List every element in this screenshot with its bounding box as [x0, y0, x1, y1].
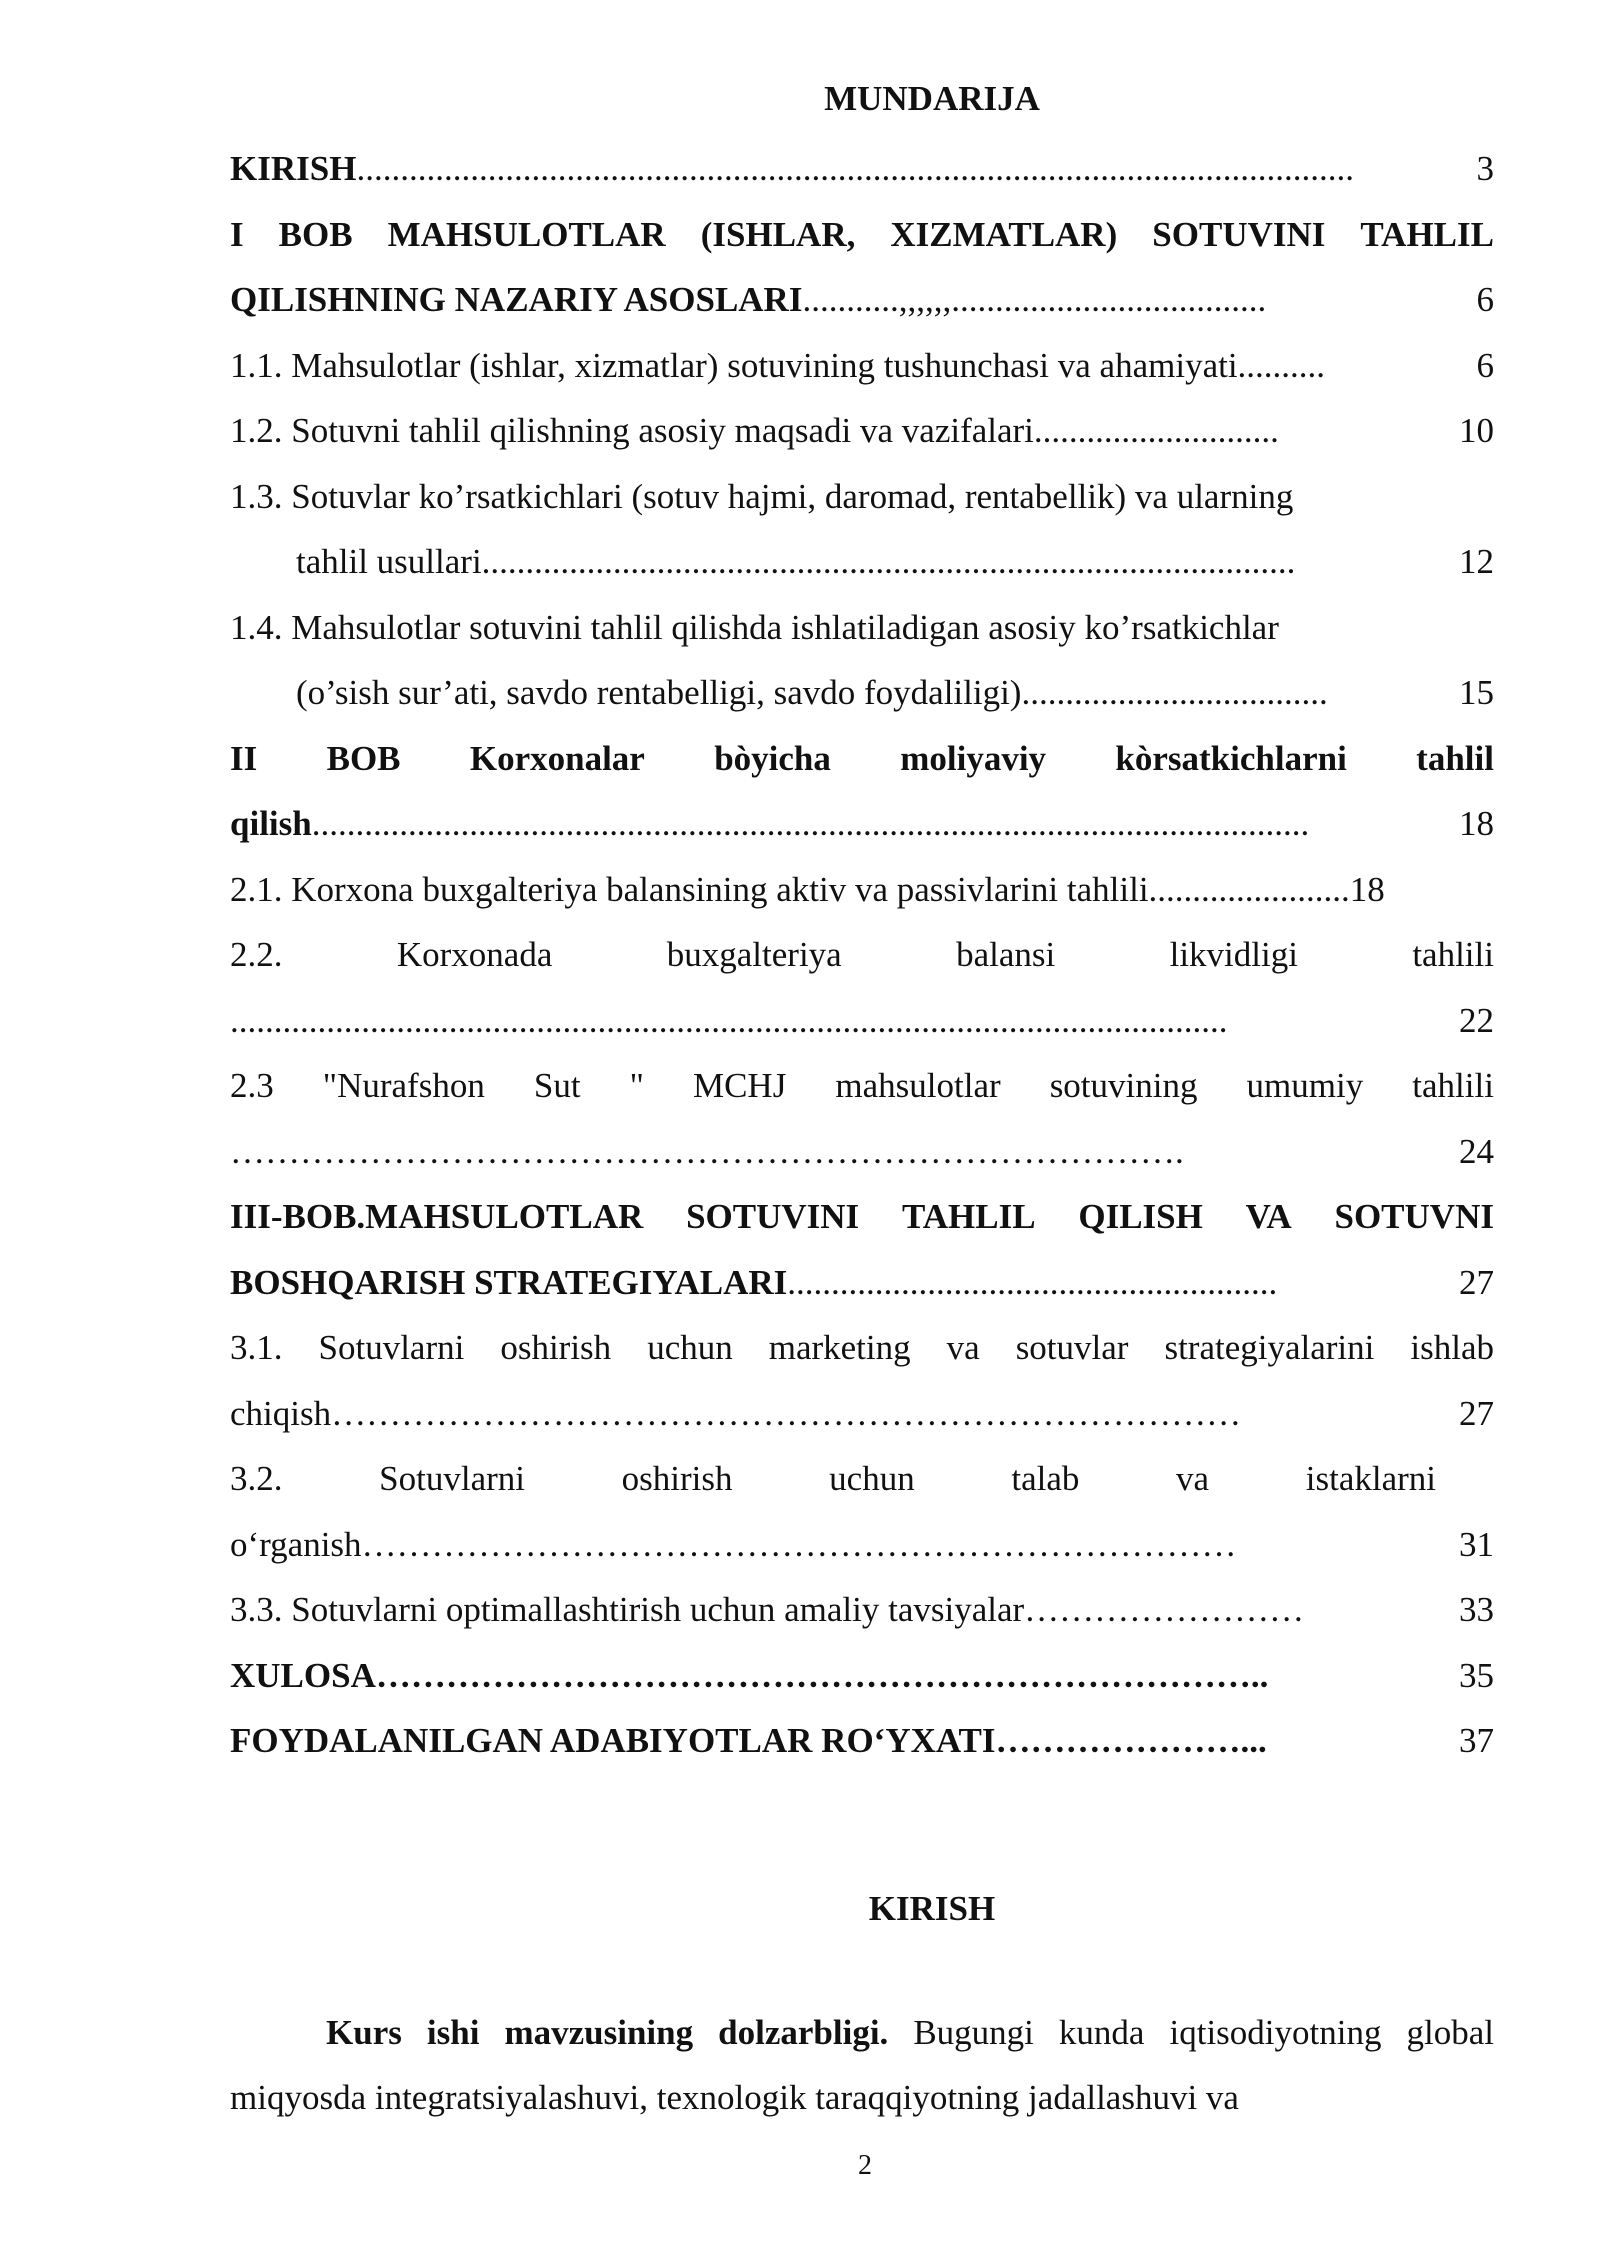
toc-entry-3-1-line1[interactable]	[230, 1315, 1494, 1381]
toc-word: tahlil	[1416, 738, 1494, 778]
toc-chapter-1-line2[interactable]	[230, 267, 1494, 333]
toc-word: balansi	[956, 935, 1056, 974]
dot-leader: ……………………………………………………………………….	[230, 1131, 1184, 1171]
toc-entry-1-4-line1[interactable]	[230, 595, 1494, 661]
toc-word: kòrsatkichlarni	[1115, 738, 1347, 778]
toc-word: MCHJ	[692, 1066, 787, 1105]
toc-word: II	[230, 738, 258, 778]
toc-title: MUNDARIJA	[824, 79, 1040, 118]
toc-entry-3-2-line1[interactable]	[230, 1446, 1494, 1512]
intro-paragraph	[230, 2000, 1494, 2131]
toc-word: 3.2.	[230, 1459, 283, 1498]
toc-page-number: 6	[1476, 280, 1494, 319]
toc-word: Korxonalar	[469, 738, 645, 778]
toc-word: istaklarni	[1305, 1459, 1436, 1498]
toc-word: uchun	[647, 1328, 733, 1367]
toc-word: oshirish	[500, 1328, 612, 1367]
toc-entry-label: 1.2. Sotuvni tahlil qilishning asosiy maqsadi va vazifalari............................	[230, 411, 1279, 450]
toc-entry-label: 1.4. Mahsulotlar sotuvini tahlil qilishda ishlatiladigan asosiy ko’rsatkichlar	[230, 607, 1279, 647]
toc-entry-1-2[interactable]	[230, 398, 1494, 464]
dot-leader: ..................................................................................................................	[230, 1000, 1228, 1040]
toc-word: buxgalteriya	[666, 935, 842, 974]
toc-entry-2-3-line2[interactable]	[230, 1119, 1494, 1185]
toc-entry-label: chiqish……………………………………………………………………	[230, 1393, 1242, 1433]
toc-entry-2-1[interactable]	[230, 857, 1494, 923]
toc-word: I	[230, 214, 244, 254]
toc-word: MAHSULOTLAR	[387, 214, 666, 254]
toc-entry-1-3-line1[interactable]	[230, 464, 1494, 530]
toc-word: Sut	[533, 1066, 581, 1105]
toc-word: 2.2.	[230, 935, 283, 974]
toc-word: BOB	[278, 214, 353, 254]
toc-entry-label: 1.1. Mahsulotlar (ishlar, xizmatlar) sotuvining tushunchasi va ahamiyati..........	[230, 345, 1326, 385]
toc-entry-2-3-line1[interactable]	[230, 1053, 1494, 1119]
toc-word: sotuvining	[1049, 1066, 1198, 1105]
toc-word: (ISHLAR,	[700, 214, 856, 254]
toc-entry-label: (o’sish sur’ati, savdo rentabelligi, savdo foydaliligi)...................................	[296, 673, 1328, 712]
toc-word: Sotuvlarni	[318, 1328, 465, 1367]
toc-word: BOB	[326, 738, 401, 778]
toc-word: va	[1176, 1459, 1210, 1498]
toc-chapter-3-line2[interactable]	[230, 1250, 1494, 1316]
toc-entry-1-3-line2[interactable]	[230, 529, 1494, 595]
toc-entry-label: QILISHNING NAZARIY ASOSLARI	[230, 280, 803, 319]
toc-word: VA	[1245, 1197, 1292, 1236]
toc-chapter-1-line1[interactable]	[230, 202, 1494, 268]
toc-word: uchun	[829, 1459, 915, 1498]
toc-word: 3.1.	[230, 1328, 283, 1367]
toc-page-number: 6	[1476, 345, 1494, 385]
toc-page-number: 10	[1459, 411, 1494, 450]
toc-word: talab	[1011, 1459, 1080, 1498]
toc-word: SOTUVINI	[686, 1197, 860, 1236]
toc-entry-1-4-line2[interactable]	[230, 660, 1494, 726]
toc-chapter-3-line1[interactable]	[230, 1184, 1494, 1250]
toc-entry-label: o‘rganish…………………………………………………………………	[230, 1524, 1237, 1564]
toc-entry-label: 3.3. Sotuvlarni optimallashtirish uchun amaliy tavsiyalar……………………	[230, 1590, 1305, 1629]
toc-word: strategiyalarini	[1164, 1328, 1375, 1367]
toc-entry-label: tahlil usullari.............................................................................................	[296, 542, 1296, 581]
toc-word: umumiy	[1246, 1066, 1364, 1105]
toc-entry-label: 2.1. Korxona buxgalteriya balansining aktiv va passivlarini tahlili.......................	[230, 869, 1350, 909]
toc-word: QILISH	[1078, 1197, 1203, 1236]
toc-word: 2.3	[230, 1066, 274, 1105]
toc-word: bòyicha	[714, 738, 831, 778]
page-number: 2	[858, 2150, 872, 2181]
toc-page-number: 3	[1476, 149, 1494, 188]
toc-word: moliyaviy	[900, 738, 1047, 778]
dot-leader: ..................................................................................................................	[311, 804, 1310, 843]
toc-word: sotuvlar	[1015, 1328, 1129, 1367]
toc-page-number: 24	[1459, 1131, 1494, 1171]
toc-entry-3-1-line2[interactable]	[230, 1381, 1494, 1447]
toc-word: marketing	[768, 1328, 911, 1367]
toc-chapter-2-line1[interactable]	[230, 726, 1494, 792]
toc-page-number: 33	[1459, 1590, 1494, 1629]
toc-word: Sotuvlarni	[379, 1459, 525, 1498]
toc-page-number: 35	[1459, 1655, 1494, 1695]
toc-chapter-2-line2[interactable]	[230, 791, 1494, 857]
toc-word: III-BOB.MAHSULOTLAR	[230, 1197, 644, 1236]
toc-entry-label: qilish	[230, 804, 312, 843]
toc-word: XIZMATLAR)	[890, 214, 1118, 254]
toc-entry-label: KIRISH	[230, 149, 357, 188]
toc-page-number: 18	[1349, 869, 1385, 909]
toc-entry-label: 1.3. Sotuvlar ko’rsatkichlari (sotuv hajmi, daromad, rentabellik) va ularning	[230, 476, 1294, 516]
dot-leader: ........................................................	[787, 1262, 1278, 1302]
intro-lead: Kurs ishi mavzusining dolzarbligi.	[326, 2012, 889, 2052]
toc-entry-xulosa[interactable]	[230, 1643, 1494, 1709]
toc-entry-kirish[interactable]	[230, 136, 1494, 202]
toc-entry-label: FOYDALANILGAN ADABIYOTLAR RO‘YXATI…………………...	[230, 1721, 1267, 1760]
toc-word: tahlili	[1412, 935, 1494, 974]
toc-word: TAHLIL	[1360, 214, 1494, 254]
toc-word: "	[629, 1066, 644, 1105]
toc-word: likvidligi	[1169, 935, 1298, 974]
toc-page-number: 18	[1459, 804, 1494, 843]
toc-word: ishlab	[1410, 1328, 1494, 1367]
toc-word: "Nurafshon	[322, 1066, 485, 1105]
toc-page-number: 12	[1459, 542, 1494, 581]
toc-page-number: 15	[1459, 673, 1494, 712]
toc-word: Korxonada	[396, 935, 553, 974]
dot-leader: ..................................................................................................................	[356, 149, 1354, 188]
toc-page-number: 31	[1459, 1524, 1494, 1564]
intro-body: Bugungi kunda iqtisodiyotning global miqyosda integratsiyalashuvi, texnologik taraqqiyotning jadallashuvi va	[230, 2012, 1494, 2117]
toc-word: oshirish	[621, 1459, 733, 1498]
toc-page-number: 37	[1459, 1721, 1494, 1760]
toc-page-number: 22	[1459, 1000, 1494, 1040]
toc-word: SOTUVNI	[1334, 1197, 1494, 1236]
toc-entry-3-2-line2[interactable]	[230, 1512, 1494, 1578]
toc-entry-1-1[interactable]	[230, 333, 1494, 399]
toc-entry-2-2-line2[interactable]	[230, 988, 1494, 1054]
toc-entry-adabiyotlar[interactable]	[230, 1708, 1494, 1774]
page-content	[230, 72, 1494, 2166]
toc-entry-3-3[interactable]	[230, 1577, 1494, 1643]
toc-word: va	[946, 1328, 980, 1367]
toc-entry-label: BOSHQARISH STRATEGIYALARI	[230, 1262, 788, 1302]
toc-word: tahlili	[1412, 1066, 1494, 1105]
toc-word: mahsulotlar	[835, 1066, 1001, 1105]
dot-leader: ...........,,,,,,....................................	[802, 280, 1267, 319]
intro-heading: KIRISH	[868, 1888, 996, 1928]
toc-entry-2-2-line1[interactable]	[230, 922, 1494, 988]
toc-page-number: 27	[1459, 1393, 1494, 1433]
toc-entry-label: XULOSA…………………………………………………………………..	[230, 1655, 1269, 1695]
toc-page-number: 27	[1459, 1262, 1494, 1302]
toc-word: SOTUVINI	[1152, 214, 1326, 254]
toc-word: TAHLIL	[901, 1197, 1036, 1236]
